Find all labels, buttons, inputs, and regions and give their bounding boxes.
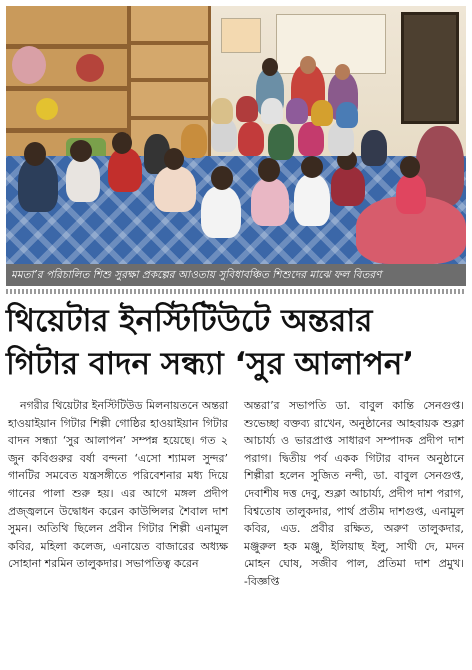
- head: [70, 140, 92, 162]
- child: [251, 178, 289, 226]
- child: [331, 166, 365, 206]
- wall-chart: [276, 14, 386, 74]
- head: [112, 132, 132, 154]
- headline: [6, 300, 466, 386]
- head: [258, 158, 280, 182]
- wall-poster: [221, 18, 261, 53]
- child: [261, 98, 283, 124]
- child: [336, 102, 358, 128]
- toy: [36, 98, 58, 120]
- child: [361, 130, 387, 166]
- child: [211, 98, 233, 124]
- teddy-bear: [12, 46, 46, 84]
- child: [286, 98, 308, 124]
- toy: [76, 54, 104, 82]
- headline-line-2: গিটার বাদন সন্ধ্যা ‘সুর আলাপন’: [6, 346, 415, 382]
- child: [66, 156, 100, 202]
- head: [262, 58, 278, 76]
- article-paragraph-right: অন্তরা’র সভাপতি ডা. বাবুল কান্তি সেনগুপ্ত। শুভেচ্ছা বক্তব্য রাখেন, অনুষ্ঠানের আহবায়ক শুক্লা আচার্য্য ও ভারপ্রাপ্ত সাধারণ সম্পাদক প্রদীপ দাশ পরাগ। দ্বিতীয় পর্ব একক গিটার বাদন অনুষ্ঠানে শিল্পীরা হলেন সুজিত নন্দী, ডা. বাবুল সেনগুপ্ত, দেবাশীষ দত্ত দেবু, শুক্লা আচার্য্য, প্রদীপ দাশ পরাগ, বিশ্বতোষ তালুকদার, পার্থ প্রতীম দাশগুপ্ত, এনামুল কবির, এড. প্রবীর রক্ষিত, অরুণ তালুকদার, মঞ্জুরুল হক মঞ্জু, ইলিয়াছ ইলু, সাথী দে, মদন মোহন ঘোষ, সজীব পাল, প্রতিমা দাশ প্রমুখ। -বিজ্ঞপ্তি: [244, 399, 464, 588]
- child: [268, 124, 294, 160]
- article-body: [8, 397, 466, 665]
- head: [24, 142, 46, 166]
- headline-line-1: থিয়েটার ইনস্টিটিউটে অন্তরার: [6, 303, 373, 339]
- children-photo: [6, 6, 466, 264]
- head: [301, 156, 323, 178]
- child: [298, 122, 324, 156]
- door: [401, 12, 459, 124]
- child: [108, 148, 142, 192]
- article-column-left: [8, 397, 228, 573]
- photo-caption: মমতা’র পরিচালিত শিশু সুরক্ষা প্রকল্পের আওতায় সুবিধাবঞ্চিত শিশুদের মাঝে ফল বিতরণ: [6, 264, 466, 286]
- child: [236, 96, 258, 122]
- child: [181, 124, 207, 158]
- dotted-divider: [6, 289, 466, 294]
- child: [311, 100, 333, 126]
- head: [400, 156, 420, 178]
- child: [294, 174, 330, 226]
- article-paragraph-left: নগরীর থিয়েটার ইনস্টিটিউড মিলনায়তনে অন্তরা হাওয়াইয়ান গিটার শিল্পী গোষ্ঠির হাওয়াইয়ান গিটার বাদন সন্ধ্যা ‘সুর আলাপন’ সম্পন্ন হয়েছে। গত ২ জুন কবিগুরুর বর্ষা বন্দনা ‘এসো শ্যামল সুন্দর’ গানটির সমবেত যন্ত্রসঙ্গীতে পরিবেশনার মধ্য দিয়ে গানের পালা শুরু হয়। এর আগে মঙ্গল প্রদীপ প্রজ্জ্বলনে উদ্বোধন করেন কাউন্সিলর শৈবাল দাশ সুমন। অতিথি ছিলেন প্রবীন গিটার শিল্পী এনামুল কবির, মহিলা কলেজ, এনায়েত বাজারের অধ্যক্ষ সোহানা শরমিন তালুকদার। সভাপতিত্ব করেন: [8, 399, 228, 571]
- child: [201, 186, 241, 238]
- head: [335, 64, 350, 80]
- article-column-right: [244, 397, 464, 591]
- head: [211, 166, 233, 190]
- child: [396, 174, 426, 214]
- child: [154, 166, 196, 212]
- child: [238, 122, 264, 156]
- head: [300, 56, 316, 74]
